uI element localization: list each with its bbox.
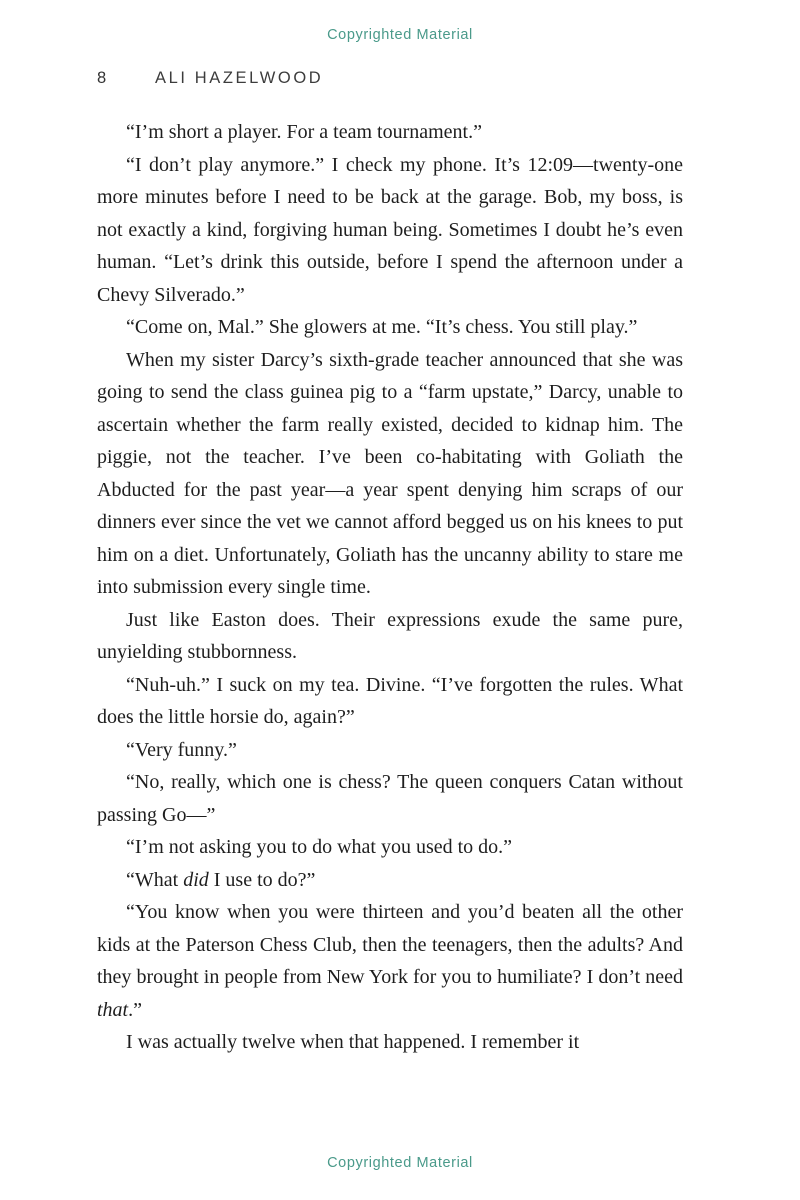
paragraph [97, 1026, 683, 1059]
italic-text-run: that [97, 998, 129, 1021]
text-run: .” [128, 998, 143, 1021]
text-run: “What [126, 868, 184, 891]
text-run: “I’m short a player. For a team tournament.” [126, 121, 482, 143]
paragraph [97, 864, 683, 897]
author-name: ALI HAZELWOOD [155, 69, 324, 87]
text-run: “Come on, Mal.” She glowers at me. “It’s chess. You still play.” [126, 316, 638, 338]
paragraph [97, 311, 683, 344]
paragraph [97, 604, 683, 669]
text-run: I was actually twelve when that happened. I remember it [126, 1031, 580, 1053]
text-run: “Nuh-uh.” I suck on my tea. Divine. “I’ve forgotten the rules. What does the little horsie do, again?” [97, 673, 683, 728]
paragraph [97, 831, 683, 864]
paragraph [97, 669, 683, 734]
paragraph [97, 896, 683, 1026]
text-run: I use to do?” [208, 868, 316, 891]
text-run: “No, really, which one is chess? The queen conquers Catan without passing Go—” [97, 771, 683, 826]
paragraph [97, 734, 683, 767]
paragraph [97, 344, 683, 604]
paragraph [97, 149, 683, 312]
paragraph [97, 116, 683, 149]
page-number: 8 [97, 69, 107, 87]
text-run: When my sister Darcy’s sixth-grade teacher announced that she was going to send the class guinea pig to a “farm upstate,” Darcy, unable to ascertain whether the farm really existed, decided to kidnap him. The piggie, not the teacher. I’ve been co-habitating with Goliath the Abducted for the past year—a year spent denying him scraps of our dinners ever since the vet we cannot afford begged us on his knees to put him on a diet. Unfortunately, Goliath has the uncanny ability to stare me into submission every single time. [97, 348, 683, 598]
copyright-notice-top: Copyrighted Material [327, 27, 473, 43]
text-run: “You know when you were thirteen and you’d beaten all the other kids at the Paterson Chess Club, then the teenagers, then the adults? And they brought in people from New York for you to humiliate? I don’t need [97, 901, 683, 988]
text-run: Just like Easton does. Their expressions exude the same pure, unyielding stubbornness. [97, 608, 683, 663]
body-text [97, 116, 683, 1059]
text-run: “I don’t play anymore.” I check my phone. It’s 12:09—twenty-one more minutes before I need to be back at the garage. Bob, my boss, is not exactly a kind, forgiving human being. Sometimes I doubt he’s even human. “Let’s drink this outside, before I spend the afternoon under a Chevy Silverado.” [97, 153, 683, 306]
text-run: “Very funny.” [126, 738, 237, 761]
italic-text-run: did [183, 868, 209, 891]
text-run: “I’m not asking you to do what you used to do.” [126, 836, 513, 858]
copyright-notice-bottom: Copyrighted Material [327, 1155, 473, 1171]
paragraph [97, 766, 683, 831]
running-header [97, 69, 687, 88]
